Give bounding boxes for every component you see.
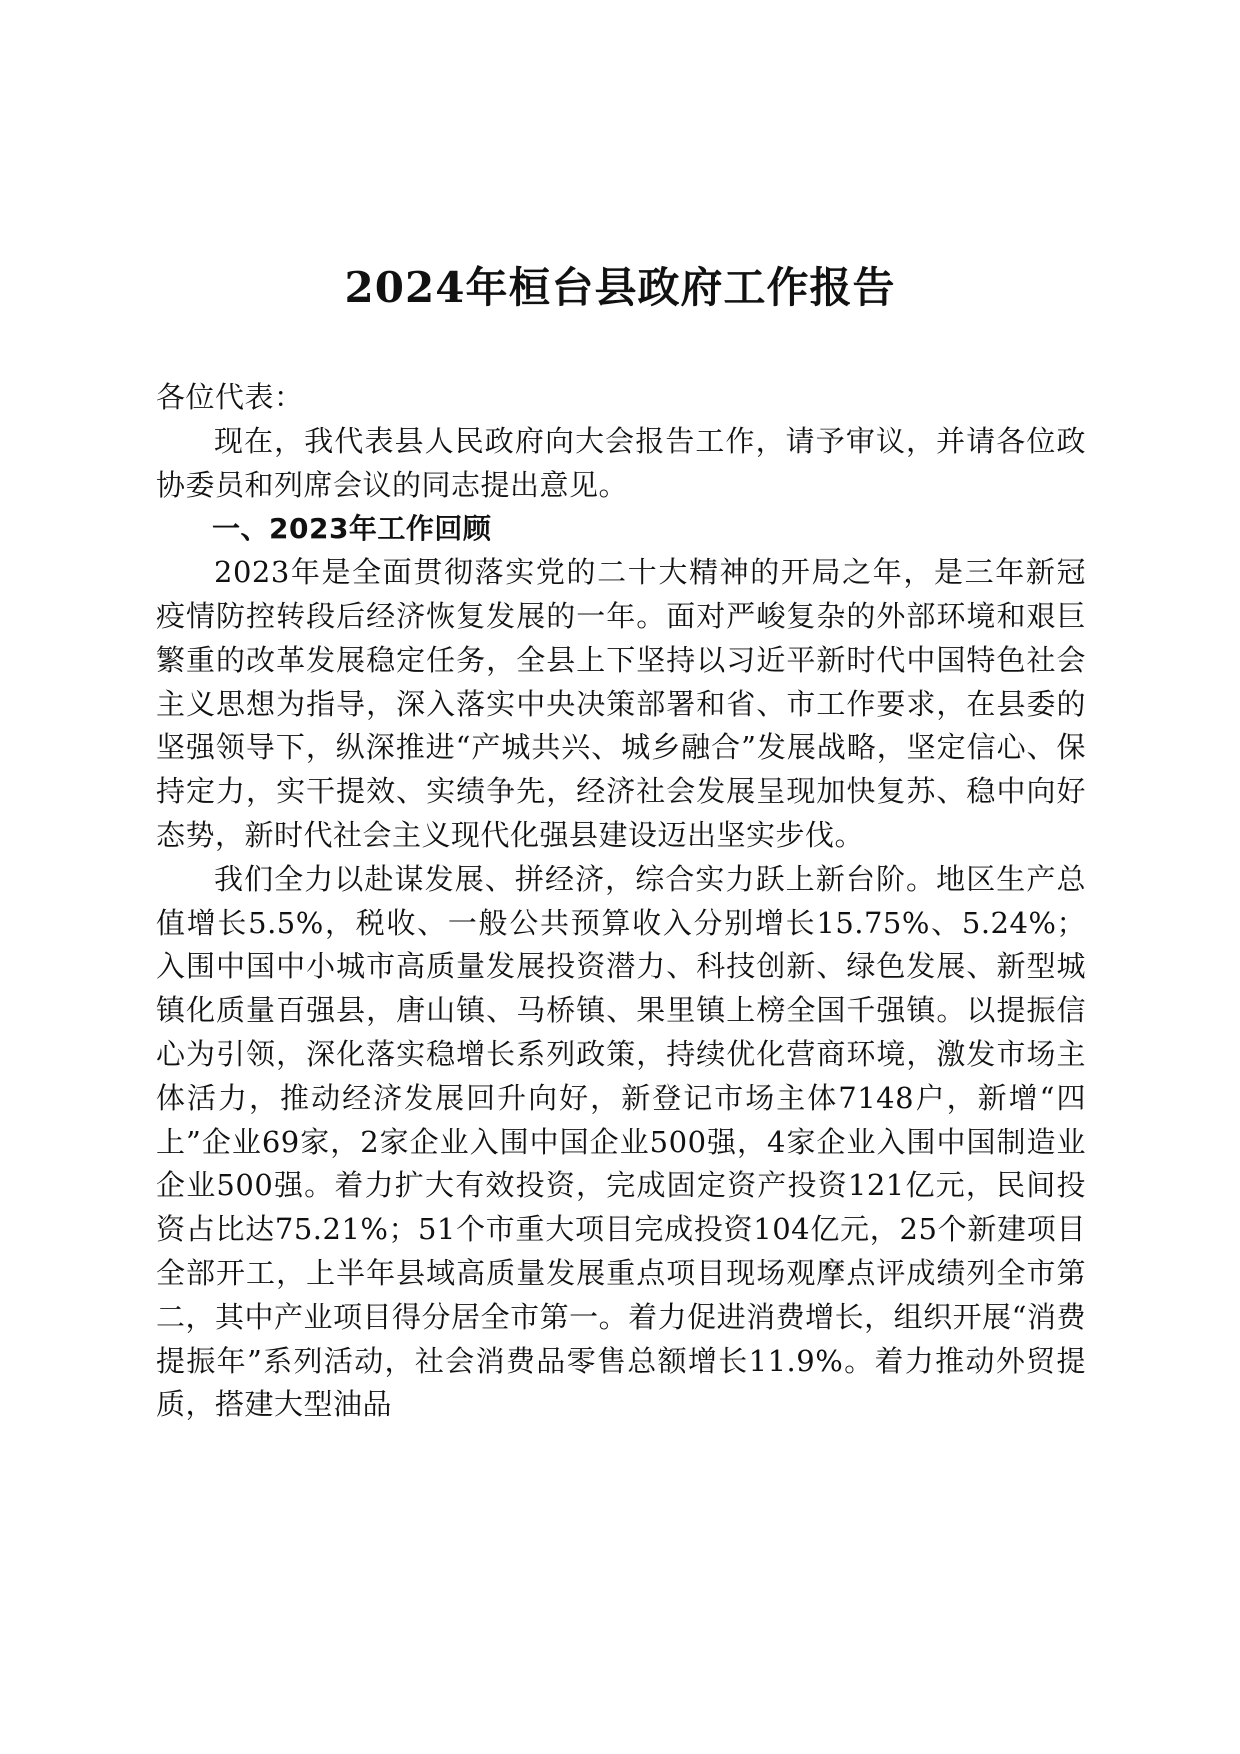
intro-paragraph: 现在，我代表县人民政府向大会报告工作，请予审议，并请各位政协委员和列席会议的同志提出意见。 xyxy=(156,423,1086,502)
body-paragraph: 我们全力以赴谋发展、拼经济，综合实力跃上新台阶。地区生产总值增长5.5%，税收、一般公共预算收入分别增长15.75%、5.24%；入围中国中小城市高质量发展投资潜力、科技创新、绿色发展、新型城镇化质量百强县，唐山镇、马桥镇、果里镇上榜全国千强镇。以提振信心为引领，深化落实稳增长系列政策，持续优化营商环境，激发市场主体活力，推动经济发展回升向好，新登记市场主体7148户，新增“四上”企业69家，2家企业入围中国企业500强，4家企业入围中国制造业企业500强。着力扩大有效投资，完成固定资产投资121亿元，民间投资占比达75.21%；51个市重大项目完成投资104亿元，25个新建项目全部开工，上半年县域高质量发展重点项目现场观摩点评成绩列全市第二，其中产业项目得分居全市第一。着力促进消费增长，组织开展“消费提振年”系列活动，社会消费品零售总额增长11.9%。着力推动外贸提质，搭建大型油品 xyxy=(156,861,1086,1422)
document-title: 2024年桓台县政府工作报告 xyxy=(344,263,896,312)
section-heading: 一、2023年工作回顾 xyxy=(212,512,492,546)
document-body xyxy=(156,376,1086,1427)
body-paragraph: 2023年是全面贯彻落实党的二十大精神的开局之年，是三年新冠疫情防控转段后经济恢复发展的一年。面对严峻复杂的外部环境和艰巨繁重的改革发展稳定任务，全县上下坚持以习近平新时代中国特色社会主义思想为指导，深入落实中央决策部署和省、市工作要求，在县委的坚强领导下，纵深推进“产城共兴、城乡融合”发展战略，坚定信心、保持定力，实干提效、实绩争先，经济社会发展呈现加快复苏、稳中向好态势，新时代社会主义现代化强县建设迈出坚实步伐。 xyxy=(156,555,1086,852)
salutation: 各位代表： xyxy=(156,380,304,414)
